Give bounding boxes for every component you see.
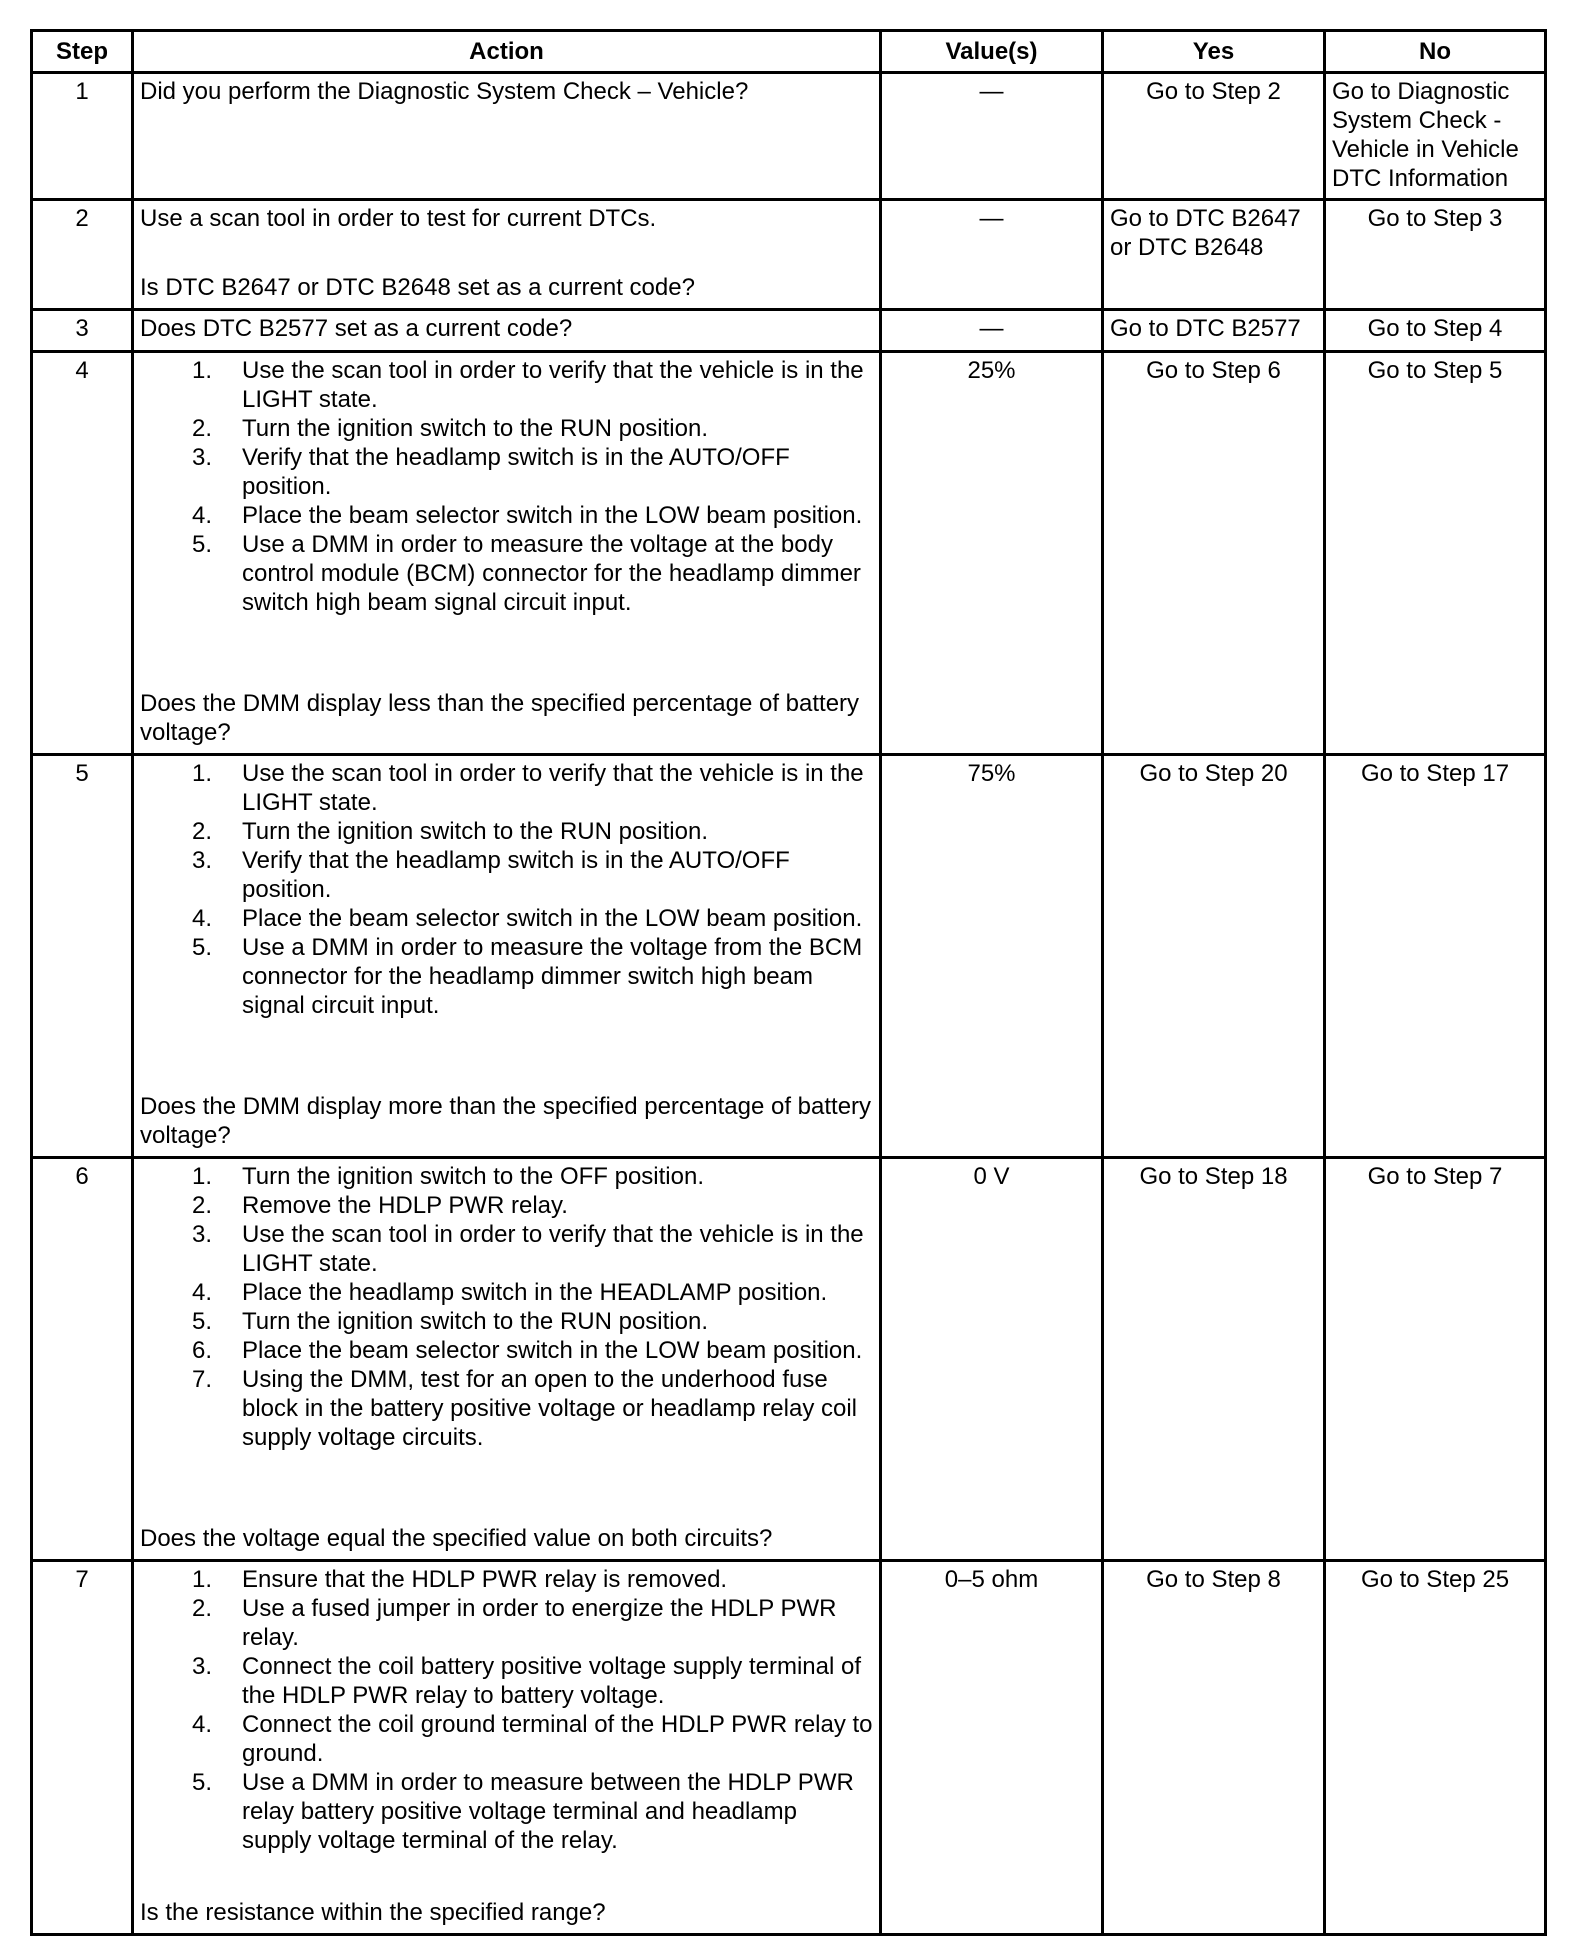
substep-list <box>140 759 873 1020</box>
table-row <box>32 73 1546 200</box>
action-question: Does DTC B2577 set as a current code? <box>140 315 573 342</box>
action-cell <box>133 73 881 200</box>
value-cell: — <box>881 200 1103 310</box>
substep-item <box>192 1336 873 1365</box>
substep-text: Turn the ignition switch to the OFF position. <box>242 1163 704 1190</box>
value-cell: 0 V <box>881 1158 1103 1561</box>
substep-text: Use a fused jumper in order to energize the HDLP PWR relay. <box>242 1595 837 1651</box>
substep-text: Ensure that the HDLP PWR relay is removed. <box>242 1566 728 1593</box>
table-row <box>32 755 1546 1158</box>
substep-list <box>140 356 873 617</box>
substep-item <box>192 846 873 904</box>
action-question: Is the resistance within the specified range? <box>140 1899 606 1926</box>
substep-text: Connect the coil ground terminal of the HDLP PWR relay to ground. <box>242 1711 873 1767</box>
no-cell: Go to Step 25 <box>1325 1561 1546 1935</box>
substep-text: Place the headlamp switch in the HEADLAMP position. <box>242 1279 828 1306</box>
substep-item <box>192 933 873 1020</box>
action-intro: Use a scan tool in order to test for current DTCs. <box>140 205 657 232</box>
substep-number: 1. <box>192 760 213 787</box>
substep-number: 2. <box>192 1595 213 1622</box>
substep-number: 2. <box>192 818 213 845</box>
table-row <box>32 1158 1546 1561</box>
no-cell: Go to Step 3 <box>1325 200 1546 310</box>
substep-item <box>192 1365 873 1452</box>
substep-item <box>192 501 873 530</box>
substep-item <box>192 759 873 817</box>
substep-number: 6. <box>192 1337 213 1364</box>
step-number: 1 <box>32 73 133 200</box>
substep-list <box>140 1565 873 1855</box>
action-cell <box>133 310 881 352</box>
step-number: 3 <box>32 310 133 352</box>
substep-item <box>192 1278 873 1307</box>
substep-number: 5. <box>192 531 213 558</box>
substep-number: 3. <box>192 1653 213 1680</box>
table-row <box>32 352 1546 755</box>
substep-text: Use the scan tool in order to verify that the vehicle is in the LIGHT state. <box>242 357 864 413</box>
yes-cell: Go to Step 20 <box>1103 755 1325 1158</box>
no-cell: Go to Step 7 <box>1325 1158 1546 1561</box>
value-cell: 0–5 ohm <box>881 1561 1103 1935</box>
substep-number: 3. <box>192 444 213 471</box>
substep-item <box>192 1594 873 1652</box>
value-cell: 25% <box>881 352 1103 755</box>
header-action: Action <box>133 31 881 73</box>
yes-cell: Go to DTC B2647 or DTC B2648 <box>1103 200 1325 310</box>
yes-cell: Go to DTC B2577 <box>1103 310 1325 352</box>
action-cell <box>133 200 881 310</box>
step-number: 2 <box>32 200 133 310</box>
substep-text: Place the beam selector switch in the LOW beam position. <box>242 905 863 932</box>
header-values: Value(s) <box>881 31 1103 73</box>
substep-text: Turn the ignition switch to the RUN position. <box>242 415 708 442</box>
action-question: Does the DMM display more than the specified percentage of battery voltage? <box>140 1093 872 1149</box>
step-number: 5 <box>32 755 133 1158</box>
value-cell: — <box>881 73 1103 200</box>
step-number: 7 <box>32 1561 133 1935</box>
substep-number: 1. <box>192 1566 213 1593</box>
substep-item <box>192 1307 873 1336</box>
substep-item <box>192 1565 873 1594</box>
header-no: No <box>1325 31 1546 73</box>
substep-text: Verify that the headlamp switch is in the AUTO/OFF position. <box>242 444 790 500</box>
substep-item <box>192 356 873 414</box>
action-question: Did you perform the Diagnostic System Check – Vehicle? <box>140 78 749 105</box>
table-row <box>32 200 1546 310</box>
substep-text: Turn the ignition switch to the RUN position. <box>242 818 708 845</box>
table-row <box>32 1561 1546 1935</box>
no-cell: Go to Step 4 <box>1325 310 1546 352</box>
substep-number: 5. <box>192 1769 213 1796</box>
action-cell <box>133 755 881 1158</box>
substep-number: 4. <box>192 502 213 529</box>
substep-text: Place the beam selector switch in the LOW beam position. <box>242 502 863 529</box>
substep-item <box>192 817 873 846</box>
substep-item <box>192 1710 873 1768</box>
substep-item <box>192 443 873 501</box>
no-cell: Go to Diagnostic System Check - Vehicle in Vehicle DTC Information <box>1325 73 1546 200</box>
yes-cell: Go to Step 8 <box>1103 1561 1325 1935</box>
substep-number: 2. <box>192 1192 213 1219</box>
action-cell <box>133 1158 881 1561</box>
yes-cell: Go to Step 18 <box>1103 1158 1325 1561</box>
no-cell: Go to Step 5 <box>1325 352 1546 755</box>
substep-item <box>192 1652 873 1710</box>
substep-number: 2. <box>192 415 213 442</box>
substep-number: 7. <box>192 1366 213 1393</box>
substep-item <box>192 530 873 617</box>
header-step: Step <box>32 31 133 73</box>
header-row <box>32 31 1546 73</box>
action-cell <box>133 1561 881 1935</box>
substep-item <box>192 1162 873 1191</box>
substep-text: Verify that the headlamp switch is in the AUTO/OFF position. <box>242 847 790 903</box>
substep-number: 4. <box>192 1711 213 1738</box>
substep-text: Remove the HDLP PWR relay. <box>242 1192 568 1219</box>
substep-item <box>192 1191 873 1220</box>
substep-text: Using the DMM, test for an open to the underhood fuse block in the battery positive voltage or headlamp relay coil supply voltage circuits. <box>242 1366 857 1451</box>
substep-text: Use a DMM in order to measure between the HDLP PWR relay battery positive voltage terminal and headlamp supply voltage terminal of the relay. <box>242 1769 854 1854</box>
no-cell: Go to Step 17 <box>1325 755 1546 1158</box>
value-cell: 75% <box>881 755 1103 1158</box>
substep-item <box>192 1220 873 1278</box>
substep-number: 4. <box>192 905 213 932</box>
substep-item <box>192 1768 873 1855</box>
action-question: Is DTC B2647 or DTC B2648 set as a current code? <box>140 274 695 301</box>
value-cell: — <box>881 310 1103 352</box>
substep-item <box>192 414 873 443</box>
action-question: Does the voltage equal the specified value on both circuits? <box>140 1525 773 1552</box>
step-number: 6 <box>32 1158 133 1561</box>
substep-number: 1. <box>192 1163 213 1190</box>
substep-list <box>140 1162 873 1452</box>
diagnostic-table <box>30 29 1547 1936</box>
table-row <box>32 310 1546 352</box>
substep-text: Use the scan tool in order to verify that the vehicle is in the LIGHT state. <box>242 1221 864 1277</box>
substep-number: 4. <box>192 1279 213 1306</box>
header-yes: Yes <box>1103 31 1325 73</box>
substep-number: 3. <box>192 847 213 874</box>
yes-cell: Go to Step 6 <box>1103 352 1325 755</box>
substep-number: 5. <box>192 1308 213 1335</box>
substep-number: 3. <box>192 1221 213 1248</box>
yes-cell: Go to Step 2 <box>1103 73 1325 200</box>
step-number: 4 <box>32 352 133 755</box>
action-question: Does the DMM display less than the specified percentage of battery voltage? <box>140 690 860 746</box>
substep-text: Use the scan tool in order to verify that the vehicle is in the LIGHT state. <box>242 760 864 816</box>
substep-text: Place the beam selector switch in the LOW beam position. <box>242 1337 863 1364</box>
substep-number: 5. <box>192 934 213 961</box>
substep-number: 1. <box>192 357 213 384</box>
substep-item <box>192 904 873 933</box>
substep-text: Use a DMM in order to measure the voltage from the BCM connector for the headlamp dimmer switch high beam signal circuit input. <box>242 934 863 1019</box>
substep-text: Turn the ignition switch to the RUN position. <box>242 1308 708 1335</box>
substep-text: Connect the coil battery positive voltage supply terminal of the HDLP PWR relay to battery voltage. <box>242 1653 861 1709</box>
action-cell <box>133 352 881 755</box>
substep-text: Use a DMM in order to measure the voltage at the body control module (BCM) connector for the headlamp dimmer switch high beam signal circuit input. <box>242 531 861 616</box>
